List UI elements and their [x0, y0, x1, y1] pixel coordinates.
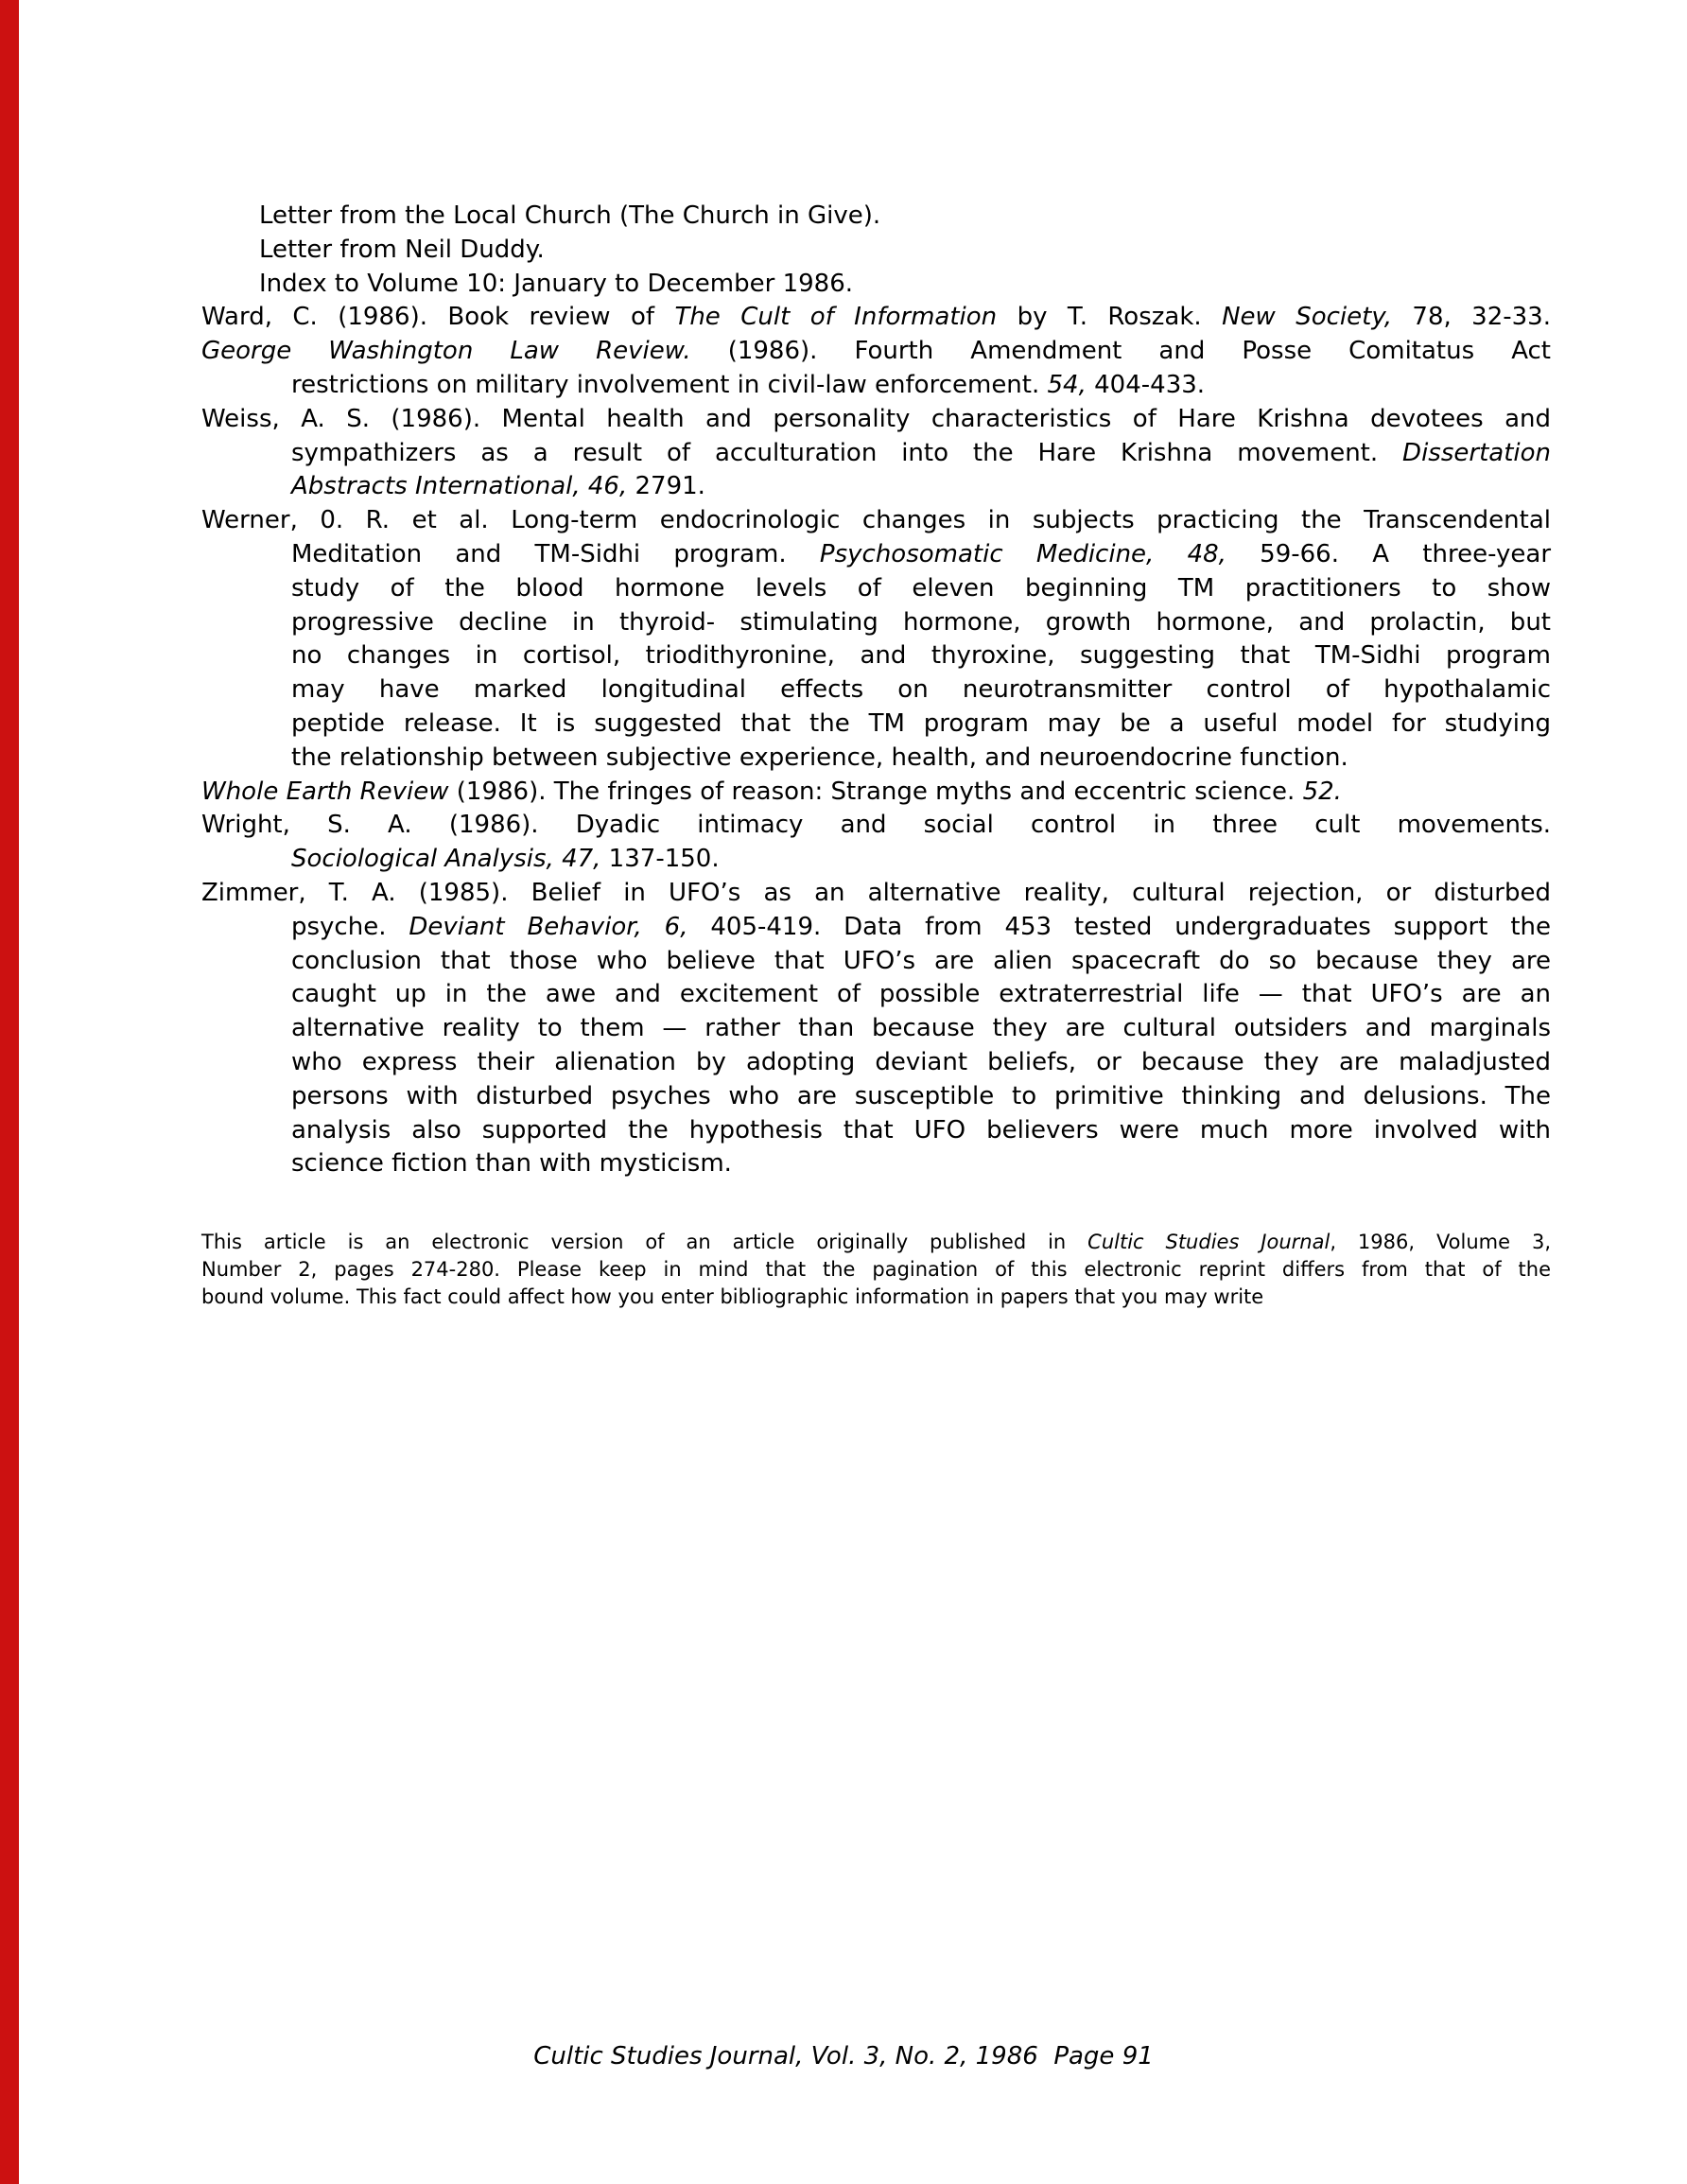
text-segment: science fiction than with mysticism. [291, 1149, 732, 1179]
text-segment: progressive decline in thyroid- stimulating hormone, growth hormone, and prolactin, but [291, 607, 1551, 637]
italic-text-segment: Dissertation [1402, 438, 1551, 467]
text-segment: Index to Volume 10: January to December 1986. [259, 269, 853, 298]
bibliography-line [291, 978, 1551, 1012]
bibliography-line [201, 403, 1551, 437]
text-segment: 78, 32-33. [1391, 303, 1551, 332]
notice-line [201, 1229, 1551, 1256]
italic-text-segment: The Cult of Information [674, 303, 998, 332]
text-segment: (1986). The fringes of reason: Strange myths and eccentric science. [448, 777, 1303, 806]
notice-line [201, 1284, 1551, 1311]
text-segment: by T. Roszak. [997, 303, 1223, 332]
text-segment: Meditation and TM-Sidhi program. [291, 539, 820, 568]
text-segment: Letter from Neil Duddy. [259, 235, 545, 264]
bibliography-line [201, 504, 1551, 538]
bibliography-line [201, 877, 1551, 911]
text-segment: Ward, C. (1986). Book review of [201, 303, 675, 332]
text-segment: alternative reality to them — rather than because they are cultural outsiders and marginals [291, 1014, 1551, 1043]
text-segment: the relationship between subjective experience, health, and neuroendocrine function. [291, 743, 1348, 772]
bibliography-line [291, 1147, 1551, 1181]
text-segment: sympathizers as a result of acculturation into the Hare Krishna movement. [291, 438, 1403, 467]
bibliography-line [201, 335, 1551, 369]
bibliography-line [291, 708, 1551, 742]
bibliography-line [291, 470, 1551, 504]
bibliography-line [291, 437, 1551, 471]
text-segment: (1986). Fourth Amendment and Posse Comitatus Act [690, 337, 1552, 366]
bibliography-line [259, 234, 1551, 268]
text-segment: 137-150. [600, 845, 720, 874]
text-segment: Werner, 0. R. et al. Long-term endocrinologic changes in subjects practicing the Transcendental [201, 506, 1551, 535]
text-segment: may have marked longitudinal effects on neurotransmitter control of hypothalamic [291, 675, 1551, 705]
left-edge-red-bar [0, 0, 19, 2184]
bibliography-line [291, 639, 1551, 673]
text-segment: study of the blood hormone levels of eleven beginning TM practitioners to show [291, 573, 1551, 603]
italic-text-segment: Whole Earth Review [201, 777, 449, 806]
bibliography-line [291, 1080, 1551, 1114]
italic-text-segment: Deviant Behavior, 6, [409, 912, 688, 941]
text-segment: restrictions on military involvement in civil-law enforcement. [291, 370, 1048, 399]
page-footer: Cultic Studies Journal, Vol. 3, No. 2, 1986 Page 91 [533, 2042, 1154, 2070]
text-segment: , 1986, Volume 3, [1330, 1231, 1551, 1253]
italic-text-segment: New Society, [1222, 303, 1392, 332]
bibliography-line [259, 200, 1551, 234]
text-segment: caught up in the awe and excitement of possible extraterrestrial life — that UFO’s are an [291, 980, 1551, 1009]
italic-text-segment: Psychosomatic Medicine, 48, [819, 539, 1226, 568]
italic-text-segment: 54, [1047, 370, 1087, 399]
text-segment: 59-66. A three-year [1226, 539, 1552, 568]
text-segment: Weiss, A. S. (1986). Mental health and personality characteristics of Hare Krishna devotees and [201, 404, 1551, 433]
italic-text-segment: Sociological Analysis, 47, [291, 845, 601, 874]
bibliography-line [291, 606, 1551, 640]
text-segment: psyche. [291, 912, 409, 941]
text-segment: 2791. [627, 472, 705, 501]
bibliography-list [201, 200, 1551, 1181]
bibliography-line [291, 369, 1551, 403]
text-segment: who express their alienation by adopting deviant beliefs, or because they are maladjusted [291, 1047, 1551, 1076]
reprint-notice [201, 1229, 1551, 1311]
bibliography-line [259, 268, 1551, 302]
bibliography-line [201, 809, 1551, 843]
bibliography-line [291, 572, 1551, 606]
bibliography-line [291, 945, 1551, 979]
bibliography-line [291, 538, 1551, 572]
text-segment: Zimmer, T. A. (1985). Belief in UFO’s as an alternative reality, cultural rejection, or disturbed [201, 878, 1551, 907]
notice-line [201, 1256, 1551, 1284]
italic-text-segment: Abstracts International, 46, [291, 472, 628, 501]
text-segment: 405-419. Data from 453 tested undergraduates support the [687, 912, 1551, 941]
text-segment: Letter from the Local Church (The Church in Give). [259, 201, 881, 230]
text-segment: This article is an electronic version of an article originally published in [201, 1231, 1088, 1253]
text-segment: peptide release. It is suggested that the TM program may be a useful model for studying [291, 708, 1551, 738]
text-segment: persons with disturbed psyches who are susceptible to primitive thinking and delusions. The [291, 1081, 1551, 1110]
italic-text-segment: 52. [1302, 777, 1342, 806]
text-segment: bound volume. This fact could affect how you enter bibliographic information in papers that you may write [201, 1285, 1264, 1308]
bibliography-line [291, 843, 1551, 877]
text-segment: Number 2, pages 274-280. Please keep in mind that the pagination of this electronic reprint differs from that of the [201, 1258, 1551, 1281]
bibliography-line [291, 911, 1551, 945]
bibliography-line [201, 301, 1551, 335]
text-segment: 404-433. [1086, 370, 1206, 399]
bibliography-line [291, 742, 1551, 776]
bibliography-line [291, 1012, 1551, 1046]
text-segment: no changes in cortisol, triodithyronine, and thyroxine, suggesting that TM-Sidhi program [291, 641, 1551, 671]
bibliography-line [291, 1114, 1551, 1148]
italic-text-segment: George Washington Law Review. [201, 337, 691, 366]
bibliography-line [291, 673, 1551, 708]
text-segment: Wright, S. A. (1986). Dyadic intimacy and social control in three cult movements. [201, 811, 1551, 840]
italic-text-segment: Cultic Studies Journal [1087, 1231, 1330, 1253]
text-segment: conclusion that those who believe that UFO’s are alien spacecraft do so because they are [291, 946, 1551, 975]
bibliography-line [291, 1046, 1551, 1080]
text-segment: analysis also supported the hypothesis that UFO believers were much more involved with [291, 1115, 1551, 1144]
bibliography-line [201, 776, 1551, 810]
